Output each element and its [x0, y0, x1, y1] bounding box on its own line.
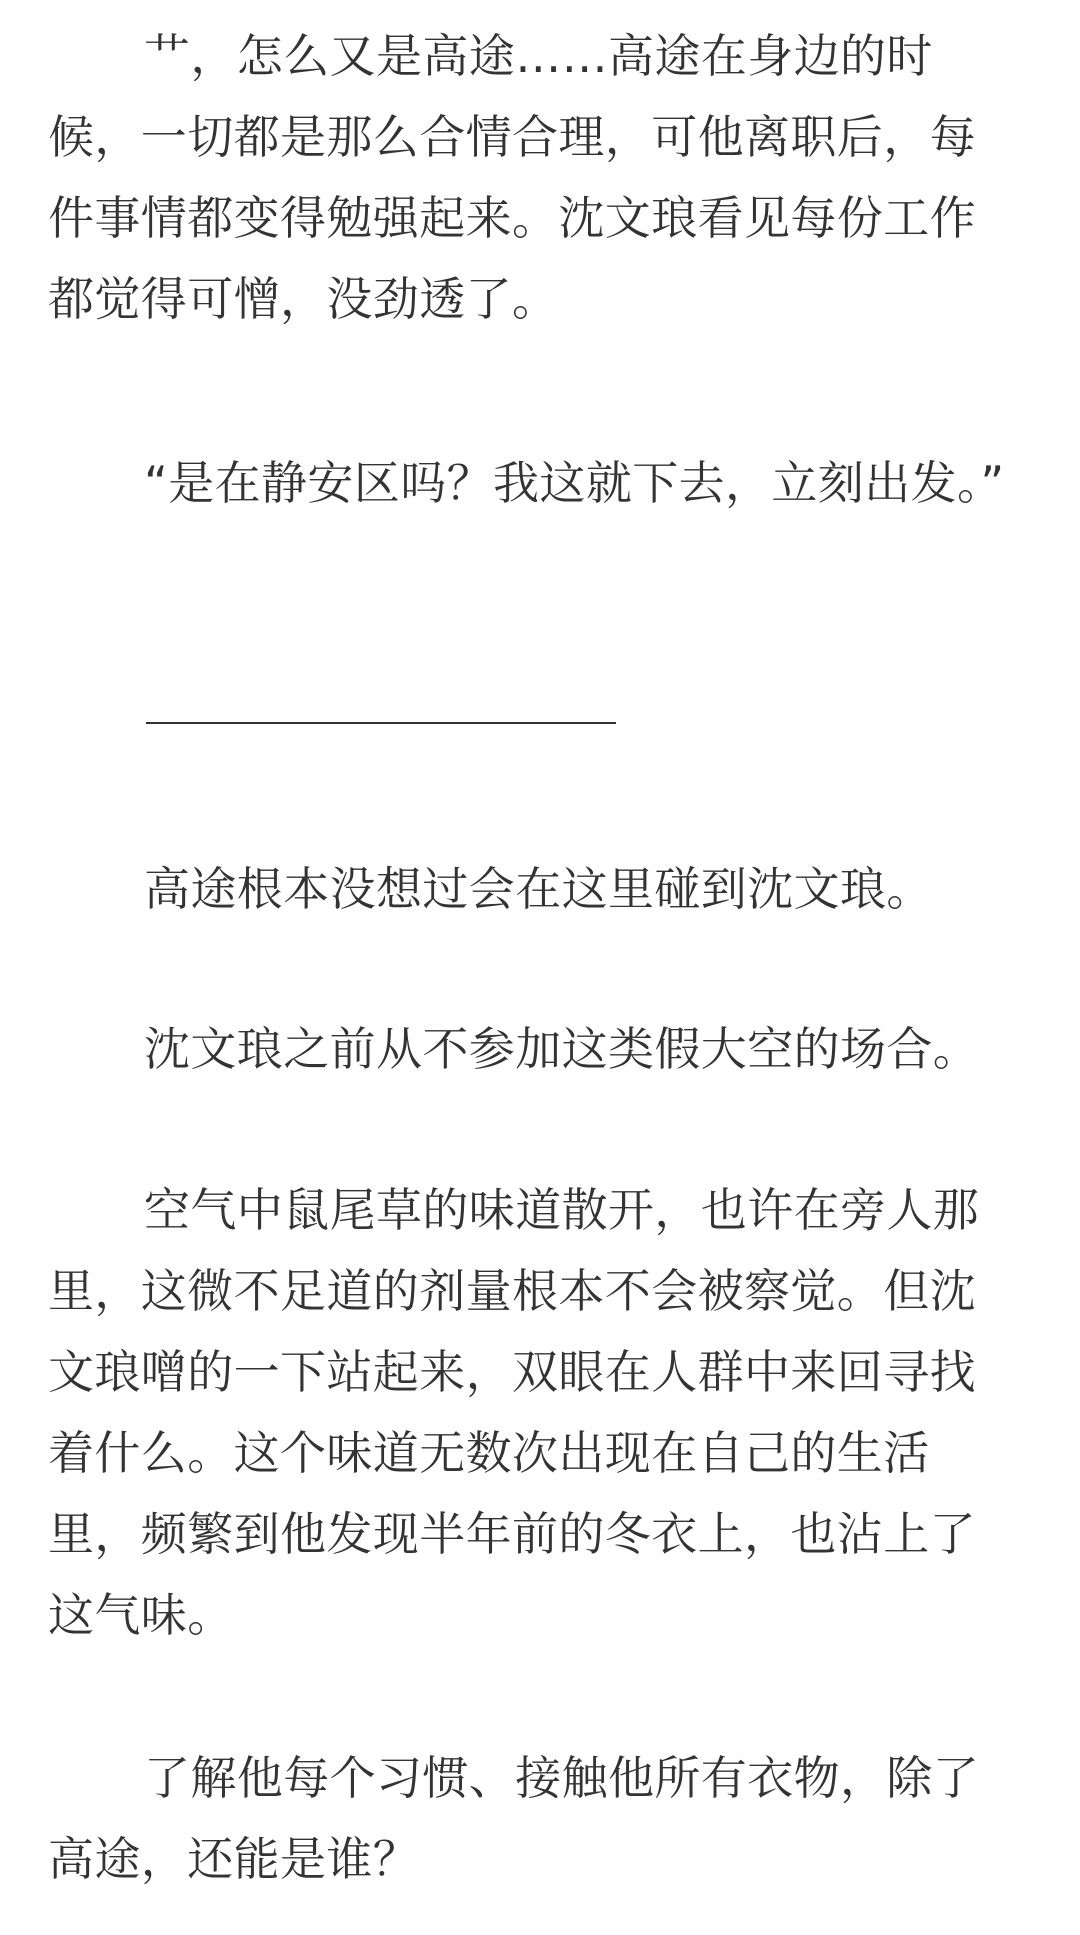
section-divider: [146, 722, 616, 724]
paragraph-5: 空气中鼠尾草的味道散开，也许在旁人那里，这微不足道的剂量根本不会被察觉。但沈文琅噌的一下站起来，双眼在人群中来回寻找着什么。这个味道无数次出现在自己的生活里，频繁到他发现半年前的冬衣上，也沾上了这气味。: [48, 1183, 980, 1642]
paragraph-4: 沈文琅之前从不参加这类假大空的场合。: [144, 1022, 980, 1076]
paragraph-2: “是在静安区吗？我这就下去，立刻出发。”: [144, 456, 1005, 510]
paragraph-1: 艹，怎么又是高途……高途在身边的时候，一切都是那么合情合理，可他离职后，每件事情都变得勉强起来。沈文琅看见每份工作都觉得可憎，没劲透了。: [48, 29, 976, 326]
paragraph-3: 高途根本没想过会在这里碰到沈文琅。: [144, 862, 933, 916]
paragraph-6: 了解他每个习惯、接触他所有衣物，除了高途，还能是谁？: [48, 1751, 980, 1886]
